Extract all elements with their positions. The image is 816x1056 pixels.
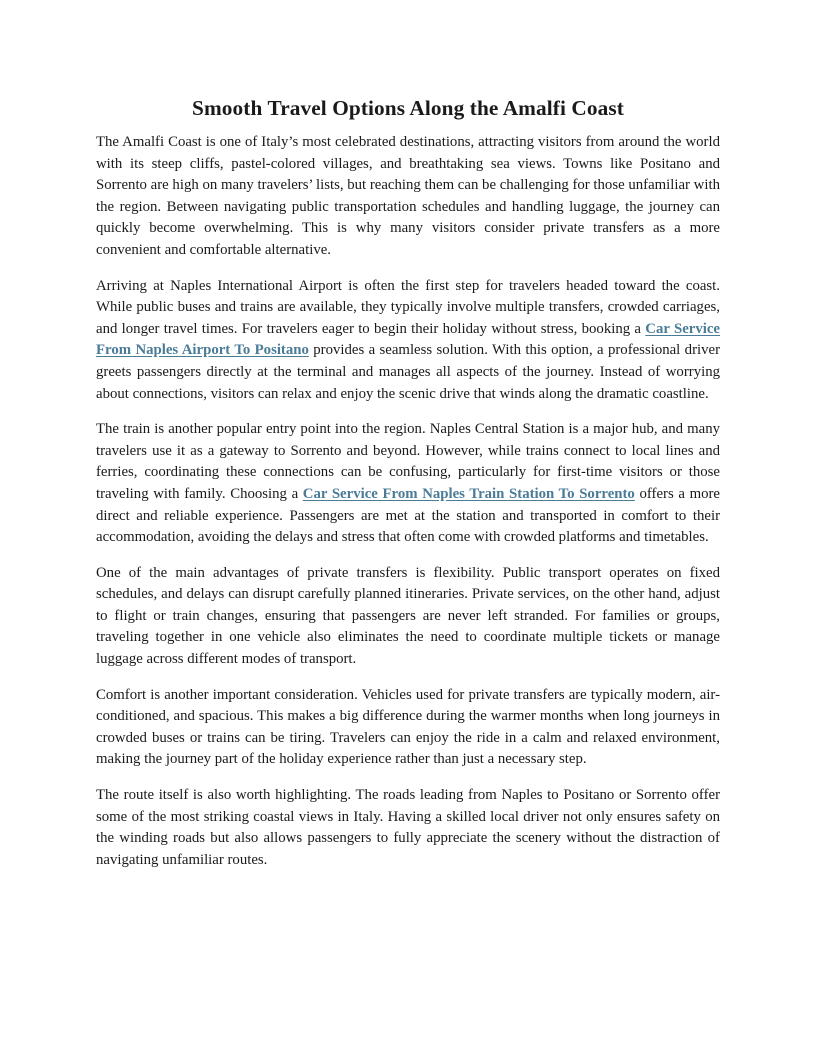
paragraph-train <box>96 419 720 549</box>
paragraph-airport-text-after: provides a seamless solution. With this option, a professional driver greets passengers directly at the terminal and manages all aspects of the journey. Instead of worrying about connections, visitors can relax and enjoy the scenic drive that winds along the dramatic coastline. <box>96 342 720 402</box>
paragraph-intro: The Amalfi Coast is one of Italy’s most celebrated destinations, attracting visitors from around the world with its steep cliffs, pastel-colored villages, and breathtaking sea views. Towns like Positano and Sorrento are high on many travelers’ lists, but reaching them can be challenging for those unfamiliar with the region. Between navigating public transportation schedules and handling luggage, the journey can quickly become overwhelming. This is why many visitors consider private transfers as a more convenient and comfortable alternative. <box>96 134 720 258</box>
train-station-sorrento-link[interactable]: Car Service From Naples Train Station To Sorrento <box>302 485 635 502</box>
paragraph-airport-text-before: Arriving at Naples International Airport is often the first step for travelers headed toward the coast. While public buses and trains are available, they typically involve multiple transfers, crowded carriages, and longer travel times. For travelers eager to begin their holiday without stress, booking a <box>96 277 720 337</box>
paragraph-train-text-after: offers a more direct and reliable experience. Passengers are met at the station and transported in comfort to their accommodation, avoiding the delays and stress that often come with crowded platforms and timetables. <box>96 485 720 546</box>
airport-positano-link[interactable]: Car Service From Naples Airport To Positano <box>96 320 720 359</box>
paragraph-airport <box>96 276 720 406</box>
page-title: Smooth Travel Options Along the Amalfi Coast <box>192 96 624 120</box>
paragraph-comfort: Comfort is another important consideration. Vehicles used for private transfers are typically modern, air-conditioned, and spacious. This makes a big difference during the warmer months when long journeys in crowded buses or trains can be tiring. Travelers can enjoy the ride in a calm and relaxed environment, making the journey part of the holiday experience rather than just a necessary step. <box>96 686 720 768</box>
paragraph-train-text-before: The train is another popular entry point into the region. Naples Central Station is a major hub, and many travelers use it as a gateway to Sorrento and beyond. However, while trains connect to local lines and ferries, coordinating these connections can be confusing, particularly for first-time visitors or those traveling with family. Choosing a <box>96 421 720 502</box>
paragraph-flexibility: One of the main advantages of private transfers is flexibility. Public transport operates on fixed schedules, and delays can disrupt carefully planned itineraries. Private services, on the other hand, adjust to flight or train changes, ensuring that passengers are never left stranded. For families or groups, traveling together in one vehicle also eliminates the need to coordinate multiple tickets or manage luggage across different modes of transport. <box>96 564 720 668</box>
document-page <box>96 92 720 885</box>
paragraph-route: The route itself is also worth highlighting. The roads leading from Naples to Positano or Sorrento offer some of the most striking coastal views in Italy. Having a skilled local driver not only ensures safety on the winding roads but also allows passengers to fully appreciate the scenery without the distraction of navigating unfamiliar routes. <box>96 787 720 868</box>
